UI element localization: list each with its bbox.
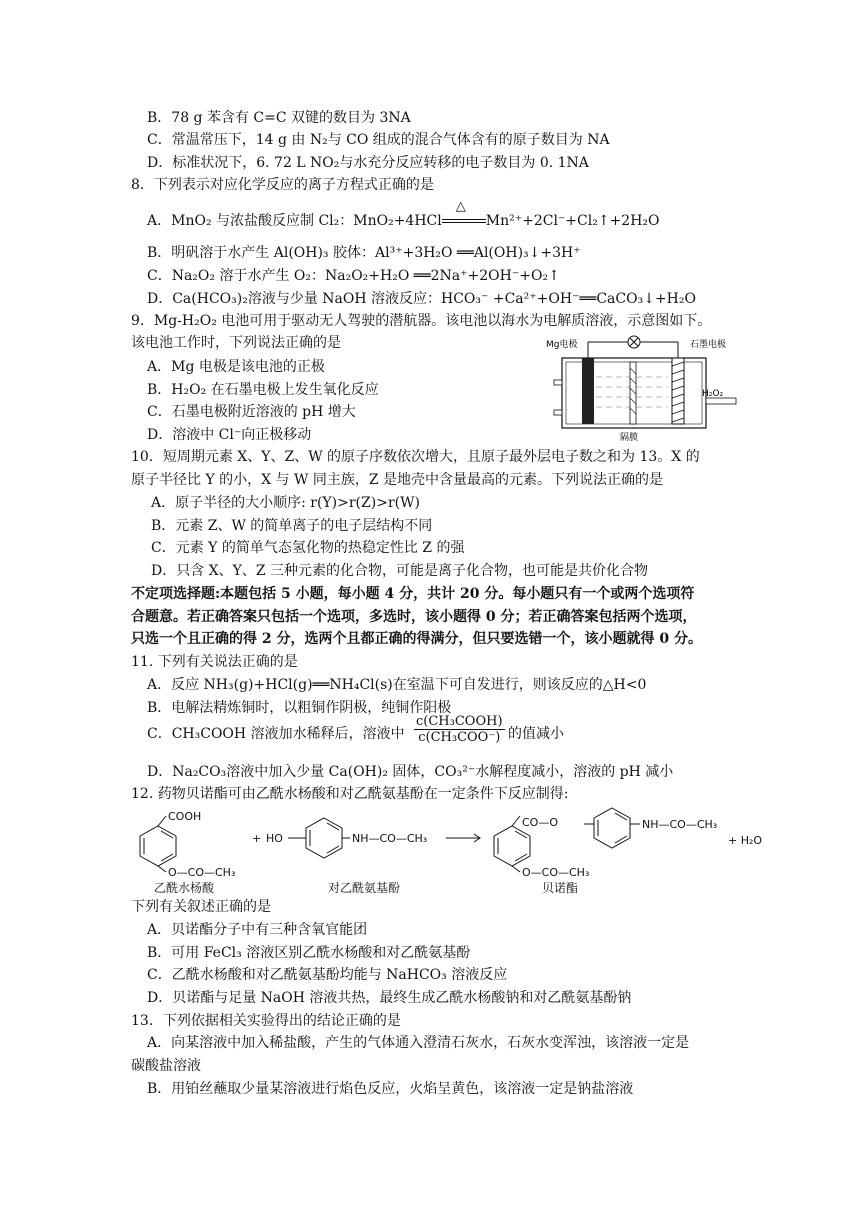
q13-stem: 13．下列依据相关实验得出的结论正确的是	[131, 1013, 401, 1029]
name-benorilate: 贝诺酯	[542, 881, 579, 895]
section-instructions-line3: 只选一个且正确的得 2 分，选两个且都正确的得满分，但只要选错一个，该小题就得 0 分。	[131, 631, 702, 647]
fraction-denominator: c(CH₃COO⁻)	[418, 730, 501, 745]
q13-option-a-line1: A．向某溶液中加入稀盐酸，产生的气体通入澄清石灰水，石灰水变浑浊，该溶液一定是	[147, 1035, 690, 1051]
q12-stem: 12. 药物贝诺酯可由乙酰水杨酸和对乙酰氨基酚在一定条件下反应制得:	[131, 786, 569, 802]
q8-option-d: D．Ca(HCO₃)₂溶液与少量 NaOH 溶液反应：HCO₃⁻ +Ca²⁺+OH⁻══CaCO₃↓+H₂O	[147, 291, 696, 307]
q8-option-c: C．Na₂O₂ 溶于水产生 O₂：Na₂O₂+H₂O ══2Na⁺+2OH⁻+O₂↑	[147, 268, 560, 284]
battery-diagram	[540, 332, 740, 444]
membrane-label: 隔膜	[620, 433, 639, 443]
amide-label-2: NH—CO—CH₃	[642, 818, 718, 831]
q12-after-figure: 下列有关叙述正确的是	[131, 899, 271, 915]
benzene-ring-1	[140, 826, 176, 866]
q11-option-d: D．Na₂CO₃溶液中加入少量 Ca(OH)₂ 固体，CO₃²⁻水解程度减小，溶液的 pH 减小	[147, 764, 674, 780]
q13-option-a-line2: 碳酸盐溶液	[131, 1058, 201, 1074]
q12-option-b: B．可用 FeCl₃ 溶液区别乙酰水杨酸和对乙酰氨基酚	[147, 945, 471, 961]
reaction-diagram	[128, 806, 768, 896]
q10-option-c: C．元素 Y 的简单气态氢化物的热稳定性比 Z 的强	[151, 540, 465, 556]
q13-option-b: B．用铂丝蘸取少量某溶液进行焰色反应，火焰呈黄色，该溶液一定是钠盐溶液	[147, 1081, 634, 1097]
name-paracetamol: 对乙酰氨基酚	[328, 881, 401, 895]
q9-stem-line2: 该电池工作时，下列说法正确的是	[131, 335, 341, 351]
q11-option-b: B．电解法精炼铜时，以粗铜作阴极，纯铜作阳极	[147, 700, 452, 716]
q9-option-b: B．H₂O₂ 在石墨电极上发生氧化反应	[147, 382, 379, 398]
q11-option-a: A．反应 NH₃(g)+HCl(g)══NH₄Cl(s)在室温下可自发进行，则该反应的△H<0	[147, 677, 647, 693]
q8-option-b: B．明矾溶于水产生 Al(OH)₃ 胶体：Al³⁺+3H₂O ══Al(OH)₃↓+3H⁺	[147, 245, 581, 261]
amide-label-1: NH—CO—CH₃	[352, 832, 428, 845]
benzene-ring-2	[306, 818, 342, 858]
q9-stem-line1: 9．Mg-H₂O₂ 电池可用于驱动无人驾驶的潜航器。该电池以海水为电解质溶液，示意图如下。	[131, 313, 712, 329]
q9-option-c: C．石墨电极附近溶液的 pH 增大	[147, 404, 356, 420]
plus-sign: +	[252, 832, 262, 845]
q8-a-reactants: A．MnO₂ 与浓盐酸反应制 Cl₂：MnO₂+4HCl	[147, 213, 442, 229]
graphite-electrode	[672, 358, 684, 424]
q11-fraction	[414, 714, 505, 745]
q10-stem-line1: 10．短周期元素 X、Y、Z、W 的原子序数依次增大，且原子最外层电子数之和为 13。X 的	[131, 449, 700, 465]
q11-option-c-prefix: C．CH₃COOH 溶液加水稀释后，溶液中	[147, 726, 405, 742]
q8-stem: 8．下列表示对应化学反应的离子方程式正确的是	[131, 177, 434, 193]
q12-option-c: C．乙酰水杨酸和对乙酰氨基酚均能与 NaHCO₃ 溶液反应	[147, 967, 508, 983]
ester-label-2: O—CO—CH₃	[522, 866, 590, 879]
fraction-numerator: c(CH₃COOH)	[416, 714, 503, 729]
q10-option-b: B．元素 Z、W 的简单离子的电子层结构不同	[151, 518, 433, 534]
mg-electrode-label: Mg电极	[546, 340, 578, 350]
section-instructions-line2: 合题意。若正确答案只包括一个选项，多选时，该小题得 0 分；若正确答案包括两个选项，	[131, 609, 697, 625]
heat-arrow	[442, 199, 486, 231]
q12-option-d: D．贝诺酯与足量 NaOH 溶液共热，最终生成乙酰水杨酸钠和对乙酰氨基酚钠	[147, 990, 632, 1006]
q10-option-a: A．原子半径的大小顺序: r(Y)>r(Z)>r(W)	[151, 495, 420, 511]
equal-bar	[442, 219, 486, 223]
benzene-ring-3	[494, 826, 530, 866]
q10-stem-line2: 原子半径比 Y 的小，X 与 W 同主族，Z 是地壳中含量最高的元素。下列说法正确的是	[131, 472, 664, 488]
q11-option-c-suffix: 的值减小	[508, 726, 564, 742]
q8-a-products: Mn²⁺+2Cl⁻+Cl₂↑+2H₂O	[485, 213, 660, 229]
water-product: + H₂O	[728, 834, 763, 847]
cooh-label: COOH	[168, 810, 202, 823]
h2o2-label: H₂O₂	[702, 389, 724, 399]
ho-label: HO	[266, 832, 283, 845]
q7-option-c: C．常温常压下，14 g 由 N₂与 CO 组成的混合气体含有的原子数目为 NA	[147, 132, 610, 148]
name-acetylsalicylic: 乙酰水杨酸	[154, 881, 215, 895]
mg-electrode	[582, 358, 594, 424]
graphite-electrode-label: 石墨电极	[690, 340, 727, 350]
benzene-ring-4	[594, 808, 630, 848]
q11-stem: 11. 下列有关说法正确的是	[131, 654, 298, 670]
q10-option-d: D．只含 X、Y、Z 三种元素的化合物，可能是离子化合物，也可能是共价化合物	[151, 563, 649, 579]
co-o-label: CO—O	[522, 816, 558, 829]
q7-option-d: D．标准状况下，6. 72 L NO₂与水充分反应转移的电子数目为 0. 1NA	[147, 155, 589, 171]
section-instructions-line1: 不定项选择题:本题包括 5 小题，每小题 4 分，共计 20 分。每小题只有一个或两个选项符	[131, 586, 695, 602]
q9-option-a: A．Mg 电极是该电池的正极	[147, 359, 325, 375]
ester-label-1: O—CO—CH₃	[168, 866, 236, 879]
q8-option-a	[147, 199, 660, 231]
heat-symbol: △	[455, 199, 466, 214]
q9-option-d: D．溶液中 Cl⁻向正极移动	[147, 427, 312, 443]
q12-option-a: A．贝诺酯分子中有三种含氧官能团	[147, 922, 368, 938]
q7-option-b: B．78 g 苯含有 C=C 双键的数目为 3NA	[147, 110, 411, 126]
